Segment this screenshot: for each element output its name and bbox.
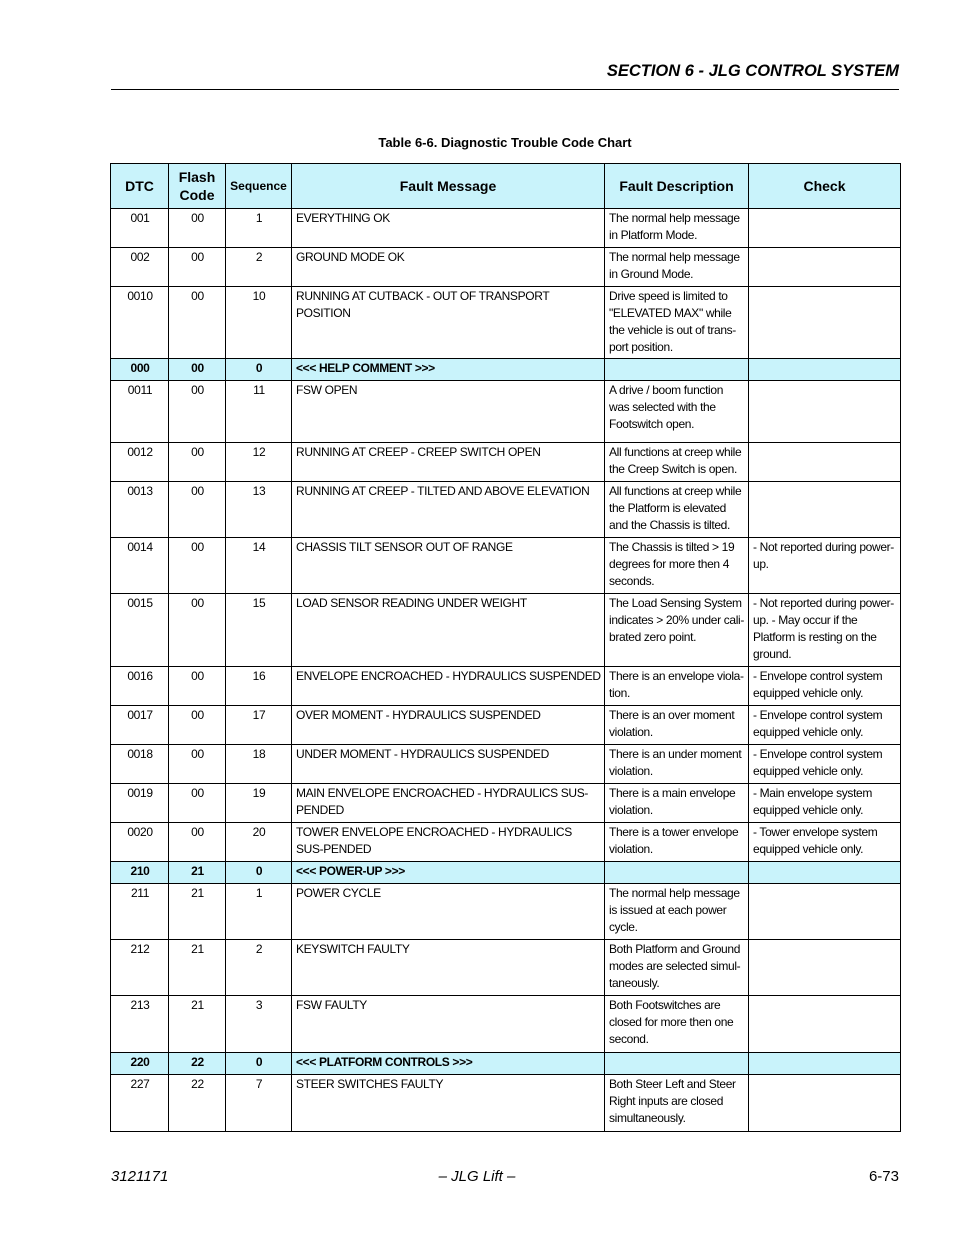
- cell-flash-code: 00: [169, 667, 226, 706]
- cell-check: [749, 1075, 901, 1132]
- cell-fault-description: Both Platform and Ground modes are selected simul-taneously.: [605, 940, 749, 996]
- cell-dtc: 000: [111, 359, 169, 381]
- dtc-table: [110, 163, 901, 1132]
- cell-sequence: 0: [226, 359, 292, 381]
- col-check: Check: [749, 164, 901, 209]
- table-row: [111, 209, 901, 248]
- cell-dtc: 0019: [111, 784, 169, 823]
- col-sequence: Sequence: [226, 164, 292, 209]
- table-row: [111, 287, 901, 359]
- cell-sequence: 7: [226, 1075, 292, 1132]
- cell-fault-description: Drive speed is limited to "ELEVATED MAX" while the vehicle is out of trans-port position.: [605, 287, 749, 359]
- cell-fault-message: RUNNING AT CUTBACK - OUT OF TRANSPORT POSITION: [292, 287, 605, 359]
- cell-fault-message: <<< POWER-UP >>>: [292, 862, 605, 884]
- cell-check: [749, 287, 901, 359]
- table-row: [111, 706, 901, 745]
- cell-check: - Tower envelope system equipped vehicle only.: [749, 823, 901, 862]
- col-flash-line2: Code: [179, 187, 215, 203]
- cell-flash-code: 00: [169, 823, 226, 862]
- cell-fault-message: RUNNING AT CREEP - TILTED AND ABOVE ELEVATION: [292, 482, 605, 538]
- cell-flash-code: 00: [169, 359, 226, 381]
- cell-fault-message: GROUND MODE OK: [292, 248, 605, 287]
- cell-dtc: 0013: [111, 482, 169, 538]
- table-row: [111, 482, 901, 538]
- col-flash-line1: Flash: [178, 169, 216, 185]
- cell-dtc: 212: [111, 940, 169, 996]
- cell-fault-message: OVER MOMENT - HYDRAULICS SUSPENDED: [292, 706, 605, 745]
- table-row: [111, 862, 901, 884]
- cell-sequence: 1: [226, 884, 292, 940]
- table-row: [111, 359, 901, 381]
- cell-check: [749, 884, 901, 940]
- cell-sequence: 13: [226, 482, 292, 538]
- table-row: [111, 381, 901, 443]
- cell-dtc: 213: [111, 996, 169, 1053]
- cell-flash-code: 00: [169, 706, 226, 745]
- cell-dtc: 211: [111, 884, 169, 940]
- cell-flash-code: 22: [169, 1075, 226, 1132]
- table-row: [111, 884, 901, 940]
- table-row: [111, 745, 901, 784]
- cell-flash-code: 22: [169, 1053, 226, 1075]
- cell-flash-code: 21: [169, 940, 226, 996]
- cell-dtc: 0017: [111, 706, 169, 745]
- cell-flash-code: 00: [169, 248, 226, 287]
- cell-flash-code: 00: [169, 538, 226, 594]
- cell-flash-code: 00: [169, 287, 226, 359]
- cell-check: [749, 862, 901, 884]
- cell-dtc: 0020: [111, 823, 169, 862]
- cell-fault-message: ENVELOPE ENCROACHED - HYDRAULICS SUSPENDED: [292, 667, 605, 706]
- table-row: [111, 594, 901, 667]
- cell-check: [749, 940, 901, 996]
- cell-fault-description: [605, 359, 749, 381]
- cell-fault-description: Both Steer Left and Steer Right inputs are closed simultaneously.: [605, 1075, 749, 1132]
- cell-sequence: 0: [226, 1053, 292, 1075]
- cell-fault-description: Both Footswitches are closed for more then one second.: [605, 996, 749, 1053]
- cell-dtc: 0010: [111, 287, 169, 359]
- cell-fault-description: The normal help message in Platform Mode.: [605, 209, 749, 248]
- cell-check: [749, 443, 901, 482]
- cell-fault-message: FSW FAULTY: [292, 996, 605, 1053]
- cell-flash-code: 21: [169, 884, 226, 940]
- cell-check: - Envelope control system equipped vehicle only.: [749, 745, 901, 784]
- cell-check: [749, 482, 901, 538]
- cell-check: [749, 996, 901, 1053]
- cell-sequence: 2: [226, 248, 292, 287]
- cell-fault-description: There is a main envelope violation.: [605, 784, 749, 823]
- cell-dtc: 001: [111, 209, 169, 248]
- cell-dtc: 0014: [111, 538, 169, 594]
- cell-check: [749, 248, 901, 287]
- table-row: [111, 784, 901, 823]
- cell-check: [749, 381, 901, 443]
- cell-check: - Envelope control system equipped vehicle only.: [749, 667, 901, 706]
- cell-fault-description: [605, 862, 749, 884]
- table-row: [111, 667, 901, 706]
- cell-fault-description: There is an under moment violation.: [605, 745, 749, 784]
- table-row: [111, 538, 901, 594]
- cell-sequence: 14: [226, 538, 292, 594]
- cell-fault-message: POWER CYCLE: [292, 884, 605, 940]
- cell-fault-message: FSW OPEN: [292, 381, 605, 443]
- cell-sequence: 10: [226, 287, 292, 359]
- cell-flash-code: 00: [169, 381, 226, 443]
- cell-fault-message: LOAD SENSOR READING UNDER WEIGHT: [292, 594, 605, 667]
- cell-flash-code: 00: [169, 784, 226, 823]
- cell-dtc: 0015: [111, 594, 169, 667]
- footer-doc-number: 3121171: [111, 1168, 169, 1185]
- cell-check: [749, 359, 901, 381]
- table-title: Table 6-6. Diagnostic Trouble Code Chart: [378, 135, 632, 150]
- cell-sequence: 1: [226, 209, 292, 248]
- cell-sequence: 19: [226, 784, 292, 823]
- cell-fault-description: There is an over moment violation.: [605, 706, 749, 745]
- table-row: [111, 1053, 901, 1075]
- cell-fault-message: UNDER MOMENT - HYDRAULICS SUSPENDED: [292, 745, 605, 784]
- cell-dtc: 0018: [111, 745, 169, 784]
- cell-dtc: 002: [111, 248, 169, 287]
- cell-dtc: 0012: [111, 443, 169, 482]
- cell-fault-description: All functions at creep while the Platform is elevated and the Chassis is tilted.: [605, 482, 749, 538]
- cell-dtc: 210: [111, 862, 169, 884]
- cell-fault-description: All functions at creep while the Creep Switch is open.: [605, 443, 749, 482]
- table-header-row: [111, 164, 901, 209]
- cell-flash-code: 00: [169, 594, 226, 667]
- cell-check: - Main envelope system equipped vehicle only.: [749, 784, 901, 823]
- cell-fault-message: EVERYTHING OK: [292, 209, 605, 248]
- cell-fault-message: CHASSIS TILT SENSOR OUT OF RANGE: [292, 538, 605, 594]
- cell-fault-description: The normal help message in Ground Mode.: [605, 248, 749, 287]
- col-flash-code: [169, 164, 226, 209]
- cell-dtc: 227: [111, 1075, 169, 1132]
- cell-fault-message: STEER SWITCHES FAULTY: [292, 1075, 605, 1132]
- section-header: SECTION 6 - JLG CONTROL SYSTEM: [606, 62, 899, 80]
- cell-fault-message: <<< PLATFORM CONTROLS >>>: [292, 1053, 605, 1075]
- cell-sequence: 2: [226, 940, 292, 996]
- col-fault-description: Fault Description: [605, 164, 749, 209]
- cell-fault-message: KEYSWITCH FAULTY: [292, 940, 605, 996]
- cell-check: [749, 209, 901, 248]
- cell-dtc: 0011: [111, 381, 169, 443]
- cell-fault-description: A drive / boom function was selected with the Footswitch open.: [605, 381, 749, 443]
- cell-fault-description: The Load Sensing System indicates > 20% under cali-brated zero point.: [605, 594, 749, 667]
- col-fault-message: Fault Message: [292, 164, 605, 209]
- cell-sequence: 12: [226, 443, 292, 482]
- cell-sequence: 0: [226, 862, 292, 884]
- cell-check: [749, 1053, 901, 1075]
- col-dtc: DTC: [111, 164, 169, 209]
- cell-sequence: 20: [226, 823, 292, 862]
- footer-brand: – JLG Lift –: [438, 1168, 516, 1185]
- table-row: [111, 940, 901, 996]
- table-row: [111, 443, 901, 482]
- cell-fault-message: <<< HELP COMMENT >>>: [292, 359, 605, 381]
- table-row: [111, 248, 901, 287]
- cell-sequence: 11: [226, 381, 292, 443]
- cell-fault-message: MAIN ENVELOPE ENCROACHED - HYDRAULICS SUS-PENDED: [292, 784, 605, 823]
- header-rule: [111, 89, 899, 90]
- cell-flash-code: 00: [169, 482, 226, 538]
- cell-fault-message: TOWER ENVELOPE ENCROACHED - HYDRAULICS SUS-PENDED: [292, 823, 605, 862]
- cell-flash-code: 21: [169, 996, 226, 1053]
- cell-sequence: 3: [226, 996, 292, 1053]
- cell-flash-code: 21: [169, 862, 226, 884]
- cell-dtc: 0016: [111, 667, 169, 706]
- table-row: [111, 823, 901, 862]
- cell-flash-code: 00: [169, 745, 226, 784]
- cell-check: - Not reported during power-up. - May occur if the Platform is resting on the ground.: [749, 594, 901, 667]
- cell-fault-description: The normal help message is issued at each power cycle.: [605, 884, 749, 940]
- cell-flash-code: 00: [169, 443, 226, 482]
- cell-check: - Not reported during power-up.: [749, 538, 901, 594]
- cell-dtc: 220: [111, 1053, 169, 1075]
- cell-check: - Envelope control system equipped vehicle only.: [749, 706, 901, 745]
- cell-fault-description: [605, 1053, 749, 1075]
- cell-fault-description: There is a tower envelope violation.: [605, 823, 749, 862]
- cell-fault-message: RUNNING AT CREEP - CREEP SWITCH OPEN: [292, 443, 605, 482]
- cell-sequence: 18: [226, 745, 292, 784]
- table-row: [111, 1075, 901, 1132]
- cell-sequence: 15: [226, 594, 292, 667]
- cell-sequence: 16: [226, 667, 292, 706]
- cell-fault-description: The Chassis is tilted > 19 degrees for more then 4 seconds.: [605, 538, 749, 594]
- table-row: [111, 996, 901, 1053]
- cell-fault-description: There is an envelope viola-tion.: [605, 667, 749, 706]
- footer-page-number: 6-73: [868, 1168, 899, 1185]
- cell-sequence: 17: [226, 706, 292, 745]
- cell-flash-code: 00: [169, 209, 226, 248]
